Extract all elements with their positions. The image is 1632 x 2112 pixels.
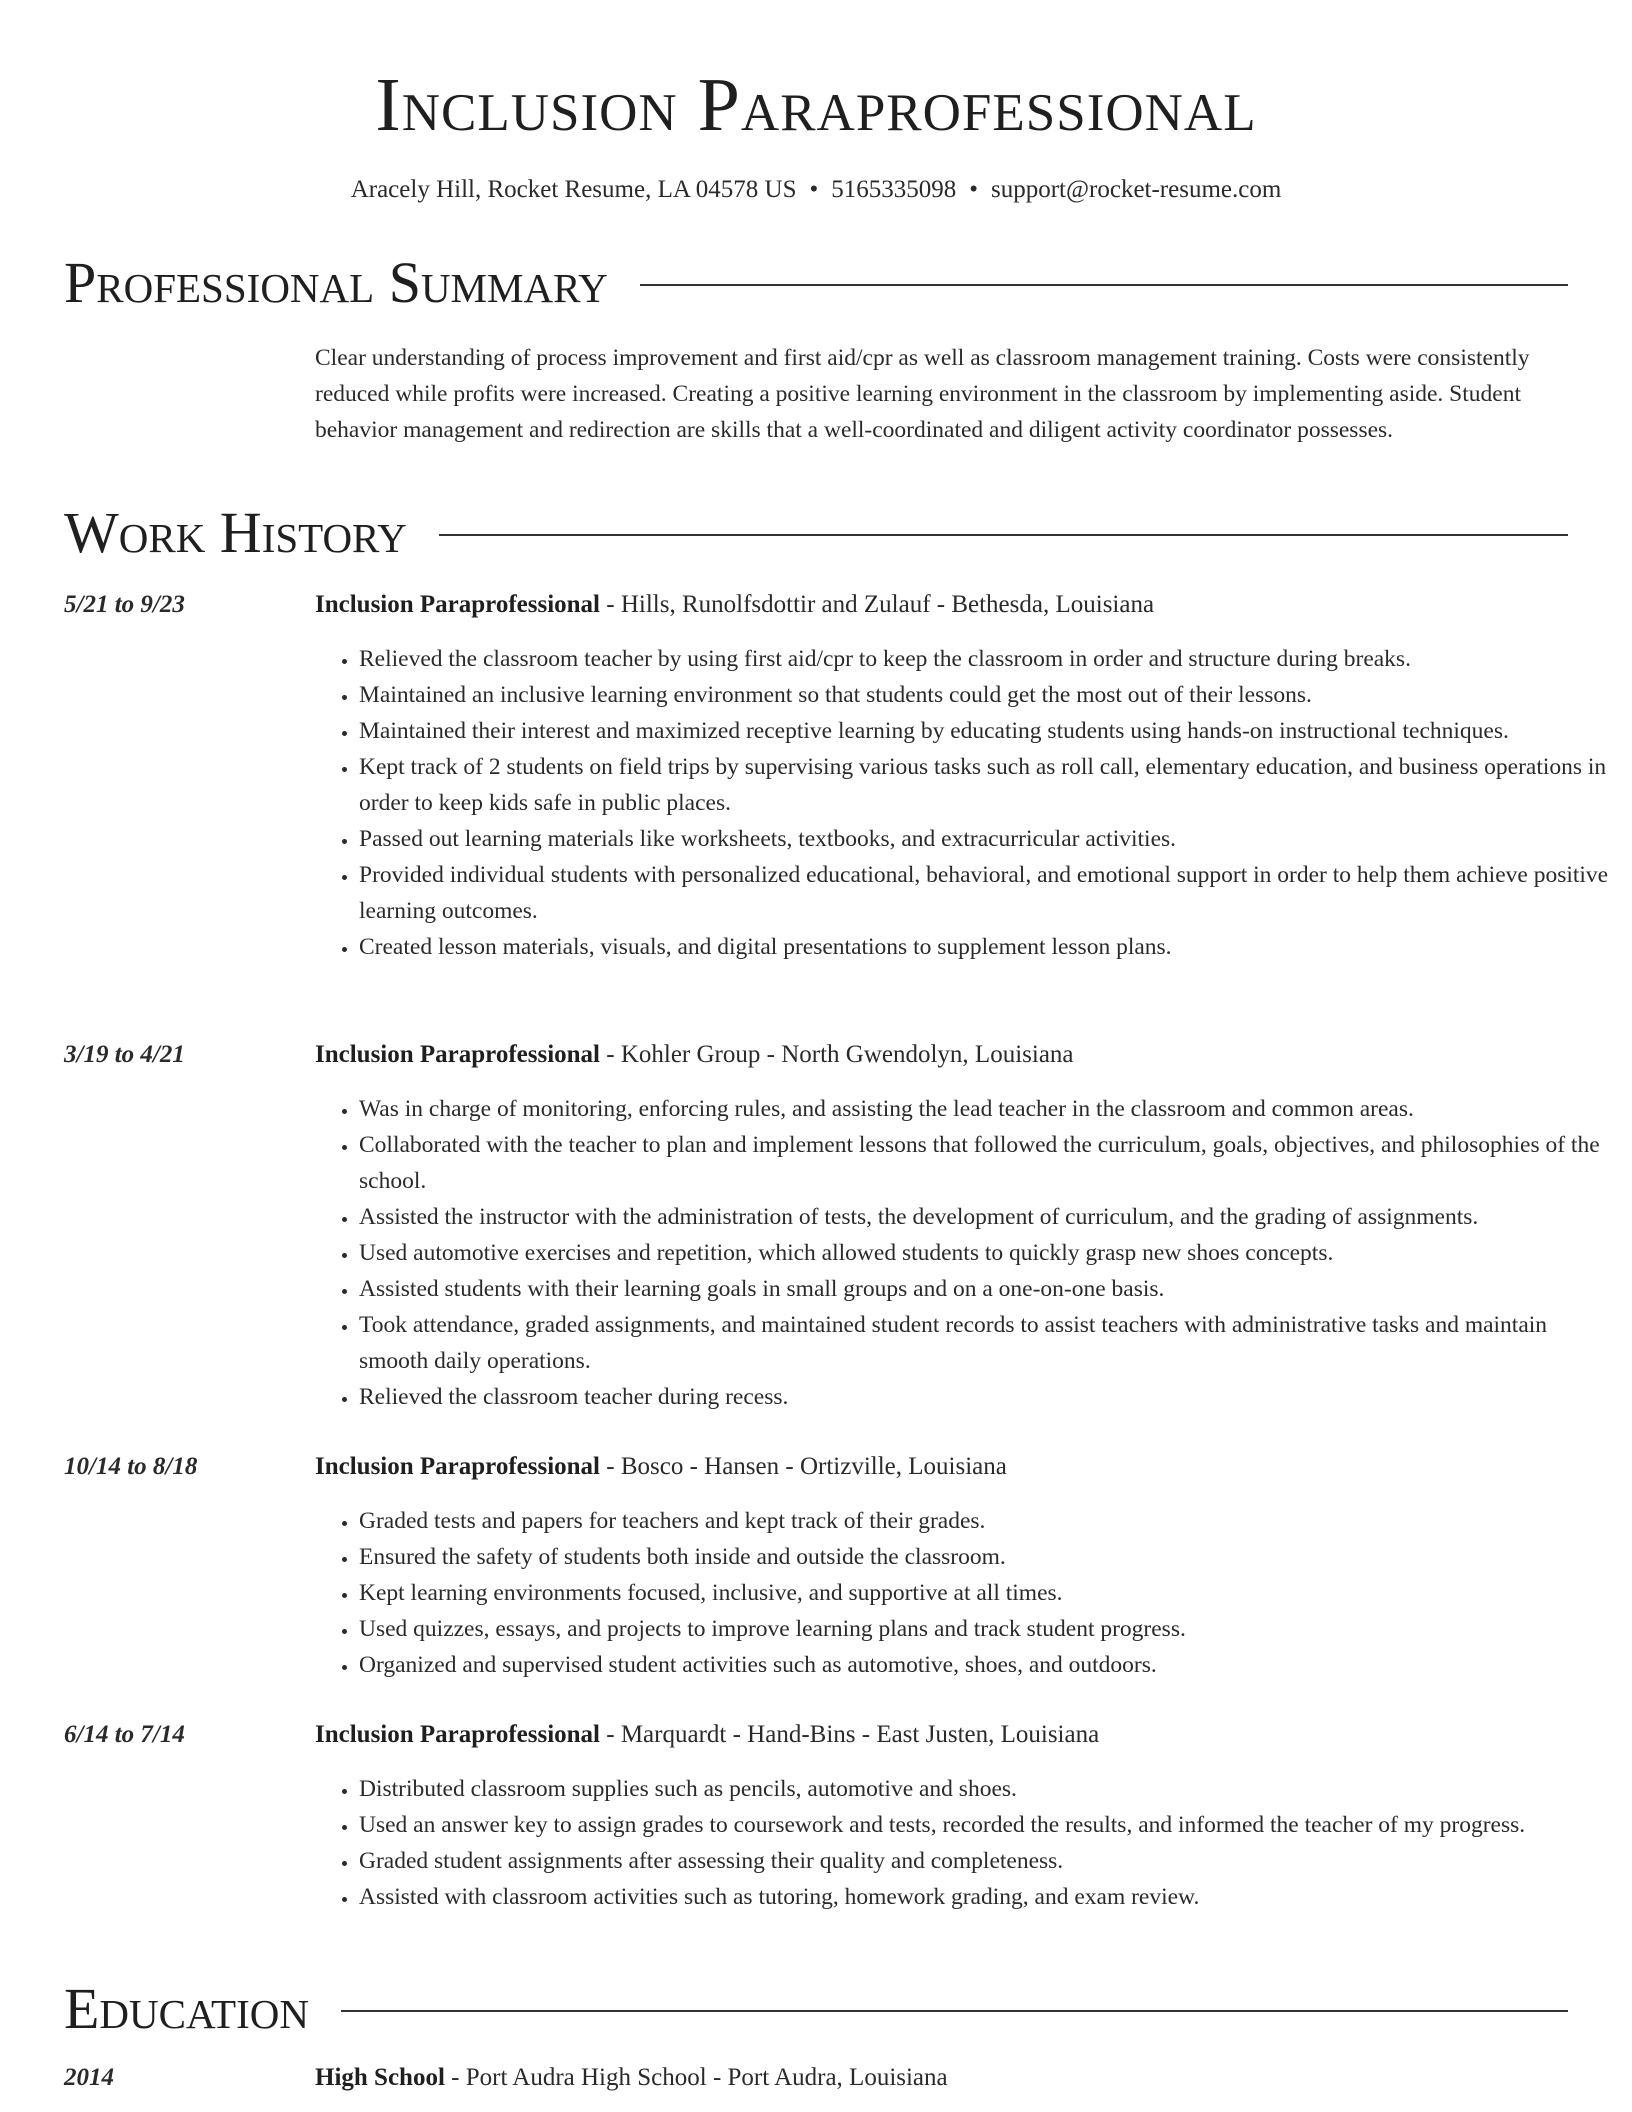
job-employer: - Hills, Runolfsdottir and Zulauf - Bethesda, Louisiana (600, 591, 1155, 618)
job-bullet: • Distributed classroom supplies such as pencils, automotive and shoes. (359, 1771, 1619, 1807)
job-bullet: • Took attendance, graded assignments, and maintained student records to assist teachers with administrative tasks and maintain smooth daily operations. (359, 1307, 1619, 1379)
job-bullet: • Used quizzes, essays, and projects to improve learning plans and track student progress. (359, 1611, 1619, 1647)
job-bullets (315, 641, 1619, 965)
job-bullet: • Organized and supervised student activities such as automotive, shoes, and outdoors. (359, 1647, 1619, 1683)
job-title: Inclusion Paraprofessional (315, 591, 600, 618)
job-bullet: • Graded tests and papers for teachers and kept track of their grades. (359, 1503, 1619, 1539)
job-bullet: • Assisted the instructor with the administration of tests, the development of curriculum, and the grading of assignments. (359, 1199, 1619, 1235)
contact-line (0, 175, 1632, 205)
summary-section-header (64, 252, 1568, 314)
job-dates: 3/19 to 4/21 (64, 1041, 185, 1068)
summary-section-title: Professional Summary (64, 250, 608, 315)
education-section-header (64, 1978, 1568, 2040)
job-bullet: • Assisted with classroom activities such as tutoring, homework grading, and exam review. (359, 1879, 1619, 1915)
job-bullets (315, 1503, 1619, 1683)
section-divider (439, 534, 1568, 536)
job-bullet: • Used automotive exercises and repetition, which allowed students to quickly grasp new shoes concepts. (359, 1235, 1619, 1271)
job-heading (315, 1039, 1575, 1071)
job-bullet: • Assisted students with their learning goals in small groups and on a one-on-one basis. (359, 1271, 1619, 1307)
job-dates: 10/14 to 8/18 (64, 1453, 198, 1480)
education-degree: High School (315, 2064, 445, 2091)
job-bullet: • Was in charge of monitoring, enforcing rules, and assisting the lead teacher in the classroom and common areas. (359, 1091, 1619, 1127)
job-dates: 6/14 to 7/14 (64, 1721, 185, 1748)
job-employer: - Marquardt - Hand-Bins - East Justen, Louisiana (600, 1721, 1100, 1748)
job-bullet: • Created lesson materials, visuals, and digital presentations to supplement lesson plans. (359, 929, 1619, 965)
resume-name: Inclusion Paraprofessional (375, 63, 1257, 147)
work-section-header (64, 502, 1568, 564)
job-heading (315, 1451, 1575, 1483)
job-bullet: • Collaborated with the teacher to plan and implement lessons that followed the curriculum, goals, objectives, and philosophies of the school. (359, 1127, 1619, 1199)
section-divider (640, 284, 1568, 286)
education-section-title: Education (64, 1976, 309, 2041)
job-bullet: • Ensured the safety of students both inside and outside the classroom. (359, 1539, 1619, 1575)
job-heading (315, 1719, 1575, 1751)
contact-address: Aracely Hill, Rocket Resume, LA 04578 US (350, 176, 797, 203)
job-bullet: • Maintained their interest and maximized receptive learning by educating students using hands-on instructional techniques. (359, 713, 1619, 749)
education-year: 2014 (64, 2064, 114, 2091)
contact-phone: 5165335098 (831, 176, 957, 203)
job-title: Inclusion Paraprofessional (315, 1721, 600, 1748)
education-school: - Port Audra High School - Port Audra, Louisiana (444, 2064, 948, 2091)
contact-separator: • (809, 176, 819, 203)
job-bullets (315, 1091, 1619, 1415)
job-dates: 5/21 to 9/23 (64, 591, 185, 618)
job-title: Inclusion Paraprofessional (315, 1453, 600, 1480)
job-bullet: • Kept learning environments focused, inclusive, and supportive at all times. (359, 1575, 1619, 1611)
job-employer: - Kohler Group - North Gwendolyn, Louisiana (600, 1041, 1074, 1068)
section-divider (341, 2010, 1568, 2012)
work-section-title: Work History (64, 500, 407, 565)
job-title: Inclusion Paraprofessional (315, 1041, 600, 1068)
job-bullet: • Maintained an inclusive learning environment so that students could get the most out of their lessons. (359, 677, 1619, 713)
job-bullet: • Graded student assignments after assessing their quality and completeness. (359, 1843, 1619, 1879)
job-bullet: • Provided individual students with personalized educational, behavioral, and emotional support in order to help them achieve positive learning outcomes. (359, 857, 1619, 929)
contact-email: support@rocket-resume.com (991, 176, 1282, 203)
job-bullet: • Relieved the classroom teacher during recess. (359, 1379, 1619, 1415)
job-heading (315, 589, 1575, 621)
job-bullet: • Kept track of 2 students on field trips by supervising various tasks such as roll call, elementary education, and business operations in order to keep kids safe in public places. (359, 749, 1619, 821)
job-bullets (315, 1771, 1619, 1915)
job-bullet: • Passed out learning materials like worksheets, textbooks, and extracurricular activities. (359, 821, 1619, 857)
job-bullet: • Relieved the classroom teacher by using first aid/cpr to keep the classroom in order and structure during breaks. (359, 641, 1619, 677)
contact-separator: • (969, 176, 978, 203)
job-employer: - Bosco - Hansen - Ortizville, Louisiana (600, 1453, 1007, 1480)
education-heading (315, 2062, 1575, 2094)
job-bullet: • Used an answer key to assign grades to coursework and tests, recorded the results, and informed the teacher of my progress. (359, 1807, 1619, 1843)
summary-text: Clear understanding of process improvement and first aid/cpr as well as classroom management training. Costs were consistently reduced while profits were increased. Creating a positive learning environment in the classroom by implementing aside. Student behavior management and redirection are skills that a well-coordinated and diligent activity coordinator possesses. (315, 345, 1530, 443)
